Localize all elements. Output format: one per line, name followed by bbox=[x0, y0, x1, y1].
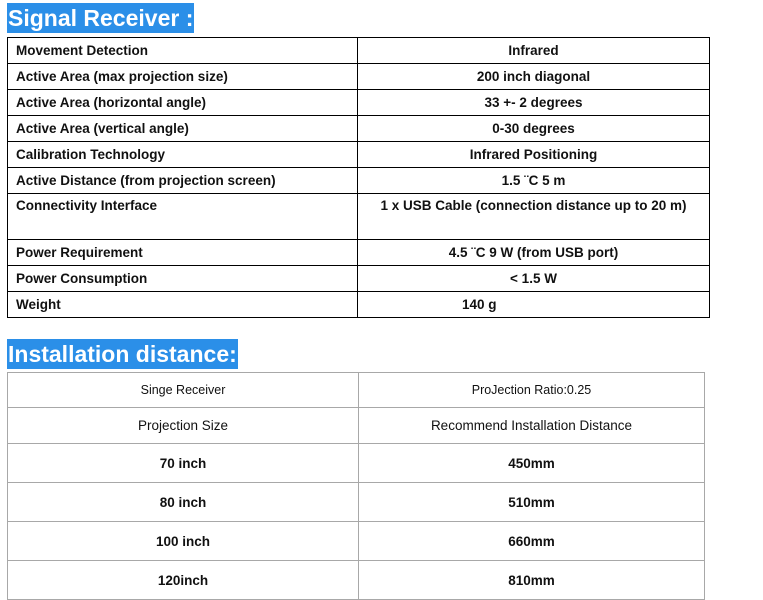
spec-value: 0-30 degrees bbox=[358, 116, 710, 142]
spec-label: Active Area (horizontal angle) bbox=[8, 90, 358, 116]
table-row bbox=[8, 483, 705, 522]
installation-distance-cell: 660mm bbox=[359, 522, 705, 561]
table-row bbox=[8, 292, 710, 318]
projection-size-cell: 70 inch bbox=[8, 444, 359, 483]
projection-size-cell: 80 inch bbox=[8, 483, 359, 522]
table-row bbox=[8, 90, 710, 116]
spec-label: Calibration Technology bbox=[8, 142, 358, 168]
spec-label: Connectivity Interface bbox=[8, 194, 358, 240]
signal-receiver-heading: Signal Receiver : bbox=[8, 5, 194, 31]
spec-value: 1 x USB Cable (connection distance up to 20 m) bbox=[358, 194, 710, 240]
installation-distance-cell: 510mm bbox=[359, 483, 705, 522]
spec-label: Weight bbox=[8, 292, 358, 318]
table-row bbox=[8, 522, 705, 561]
table-row bbox=[8, 38, 710, 64]
table-row bbox=[8, 561, 705, 600]
table-row bbox=[8, 168, 710, 194]
table-row bbox=[8, 266, 710, 292]
installation-distance-cell: 450mm bbox=[359, 444, 705, 483]
spec-value: 33 +- 2 degrees bbox=[358, 90, 710, 116]
projection-size-cell: 120inch bbox=[8, 561, 359, 600]
spec-label: Movement Detection bbox=[8, 38, 358, 64]
column-header-projection-size: Projection Size bbox=[8, 408, 359, 444]
table-row bbox=[8, 64, 710, 90]
spec-label: Active Area (max projection size) bbox=[8, 64, 358, 90]
signal-receiver-spec-table bbox=[7, 37, 710, 318]
spec-value: 1.5 ¨C 5 m bbox=[358, 168, 710, 194]
table-row bbox=[8, 240, 710, 266]
spec-label: Power Consumption bbox=[8, 266, 358, 292]
spec-label: Active Area (vertical angle) bbox=[8, 116, 358, 142]
spec-value: 140 g bbox=[358, 292, 710, 318]
receiver-label: Singe Receiver bbox=[8, 373, 359, 408]
spec-label: Active Distance (from projection screen) bbox=[8, 168, 358, 194]
table-row bbox=[8, 142, 710, 168]
spec-label: Power Requirement bbox=[8, 240, 358, 266]
projection-ratio-label: ProJection Ratio:0.25 bbox=[359, 373, 705, 408]
table-row bbox=[8, 194, 710, 240]
installation-distance-heading: Installation distance: bbox=[8, 341, 237, 367]
table-row bbox=[8, 444, 705, 483]
spec-value: Infrared bbox=[358, 38, 710, 64]
table-row bbox=[8, 116, 710, 142]
spec-value: Infrared Positioning bbox=[358, 142, 710, 168]
installation-distance-table bbox=[7, 372, 705, 600]
spec-value: < 1.5 W bbox=[358, 266, 710, 292]
table-row bbox=[8, 373, 705, 408]
installation-distance-cell: 810mm bbox=[359, 561, 705, 600]
spec-value: 4.5 ¨C 9 W (from USB port) bbox=[358, 240, 710, 266]
spec-value: 200 inch diagonal bbox=[358, 64, 710, 90]
table-header-row bbox=[8, 408, 705, 444]
projection-size-cell: 100 inch bbox=[8, 522, 359, 561]
column-header-installation-distance: Recommend Installation Distance bbox=[359, 408, 705, 444]
